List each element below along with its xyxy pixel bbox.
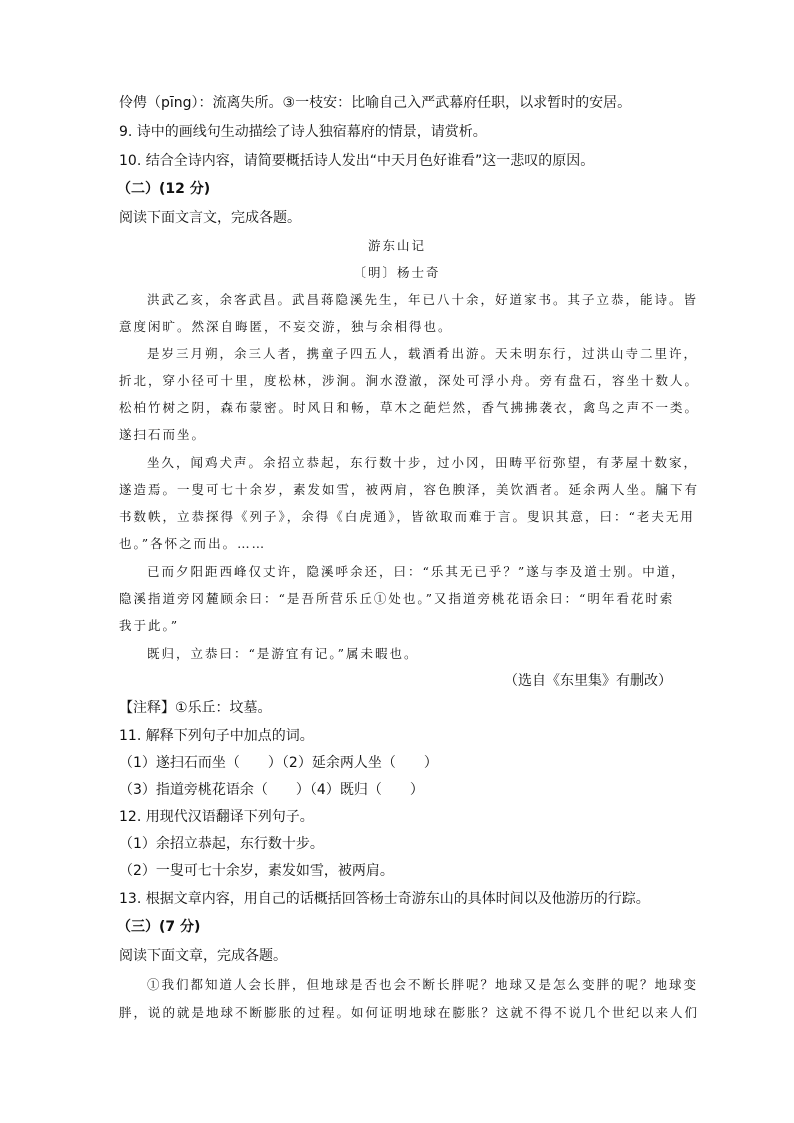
question-12-item-1: （1）余招立恭起，东行数十步。 <box>119 836 324 852</box>
question-12: 12. 用现代汉语翻译下列句子。 <box>119 809 314 825</box>
passage-title: 游东山记 <box>367 238 426 253</box>
article-line: ①我们都知道人会长胖，但地球是否也会不断长胖呢？地球又是怎么变胖的呢？地球变 <box>147 977 699 992</box>
passage-author: 〔明〕杨士奇 <box>353 265 441 280</box>
passage-line: 意度闲旷。然深自晦匿，不妄交游，独与余相得也。 <box>119 319 453 334</box>
section-2-instruction: 阅读下面文言文，完成各题。 <box>119 210 301 226</box>
passage-line: 是岁三月朔，余三人者，携童子四五人，载酒肴出游。天未明东行，过洪山寺二里许， <box>147 346 699 361</box>
passage-line: 也。”各怀之而出。…… <box>119 536 267 551</box>
question-11-items-b: （3）指道旁桃花语余（ ）（4）既归（ ） <box>119 782 424 798</box>
question-12-item-2: （2）一叟可七十余岁，素发如雪，被两肩。 <box>119 863 394 879</box>
passage-line: 松柏竹树之阴，森布蒙密。时风日和畅，草木之葩烂然，香气拂拂袭衣，禽鸟之声不一类。 <box>119 400 700 415</box>
passage-line: 折北，穿小径可十里，度松林，涉涧。涧水澄澈，深处可浮小舟。旁有盘石，容坐十数人。 <box>119 373 700 388</box>
section-3-header: （三）(7 分) <box>117 919 201 935</box>
passage-source: （选自《东里集》有删改） <box>504 673 672 689</box>
section-2-header: （二）(12 分) <box>117 181 211 197</box>
passage-line: 已而夕阳距西峰仅丈许，隐溪呼余还，曰：“乐其无已乎？”遂与李及道士别。中道， <box>147 564 686 579</box>
question-11: 11. 解释下列句子中加点的词。 <box>119 728 314 744</box>
question-10: 10. 结合全诗内容，请简要概括诗人发出“中天月色好谁看”这一悲叹的原因。 <box>119 153 595 169</box>
annotation: 【注释】①乐丘：坟墓。 <box>119 700 272 716</box>
question-9: 9. 诗中的画线句生动描绘了诗人独宿幕府的情景，请赏析。 <box>119 124 487 140</box>
passage-line: 我于此。” <box>119 618 180 633</box>
question-11-items-a: （1）遂扫石而坐（ ）（2）延余两人坐（ ） <box>119 755 438 771</box>
passage-line: 隐溪指道旁冈麓顾余曰：“是吾所营乐丘①处也。”又指道旁桃花语余曰：“明年看花时索 <box>119 591 675 606</box>
passage-line: 遂造焉。一叟可七十余岁，素发如雪，被两肩，容色腴泽，美饮酒者。延余两人坐。牖下有 <box>119 482 700 497</box>
passage-line: 既归，立恭曰：“是游宜有记。”属未暇也。 <box>147 646 419 661</box>
section-3-instruction: 阅读下面文章，完成各题。 <box>119 948 287 964</box>
passage-line: 洪武乙亥，余客武昌。武昌蒋隐溪先生，年已八十余，好道家书。其子立恭，能诗。皆 <box>147 292 699 307</box>
poem-annotation-continued: 伶俜（pīng）：流离失所。③一枝安：比喻自己入严武幕府任职，以求暂时的安居。 <box>119 95 632 111</box>
passage-line: 书数帙，立恭探得《列子》，余得《白虎通》，皆欲取而难于言。叟识其意，曰：“老夫无用 <box>119 509 695 524</box>
question-13: 13. 根据文章内容，用自己的话概括回答杨士奇游东山的具体时间以及他游历的行踪。 <box>119 891 650 907</box>
passage-line: 坐久，闻鸡犬声。余招立恭起，东行数十步，过小冈，田畴平衍弥望，有茅屋十数家， <box>147 455 699 470</box>
article-line: 胖，说的就是地球不断膨胀的过程。如何证明地球在膨胀？这就不得不说几个世纪以来人们 <box>119 1005 700 1020</box>
passage-line: 遂扫石而坐。 <box>119 427 207 442</box>
